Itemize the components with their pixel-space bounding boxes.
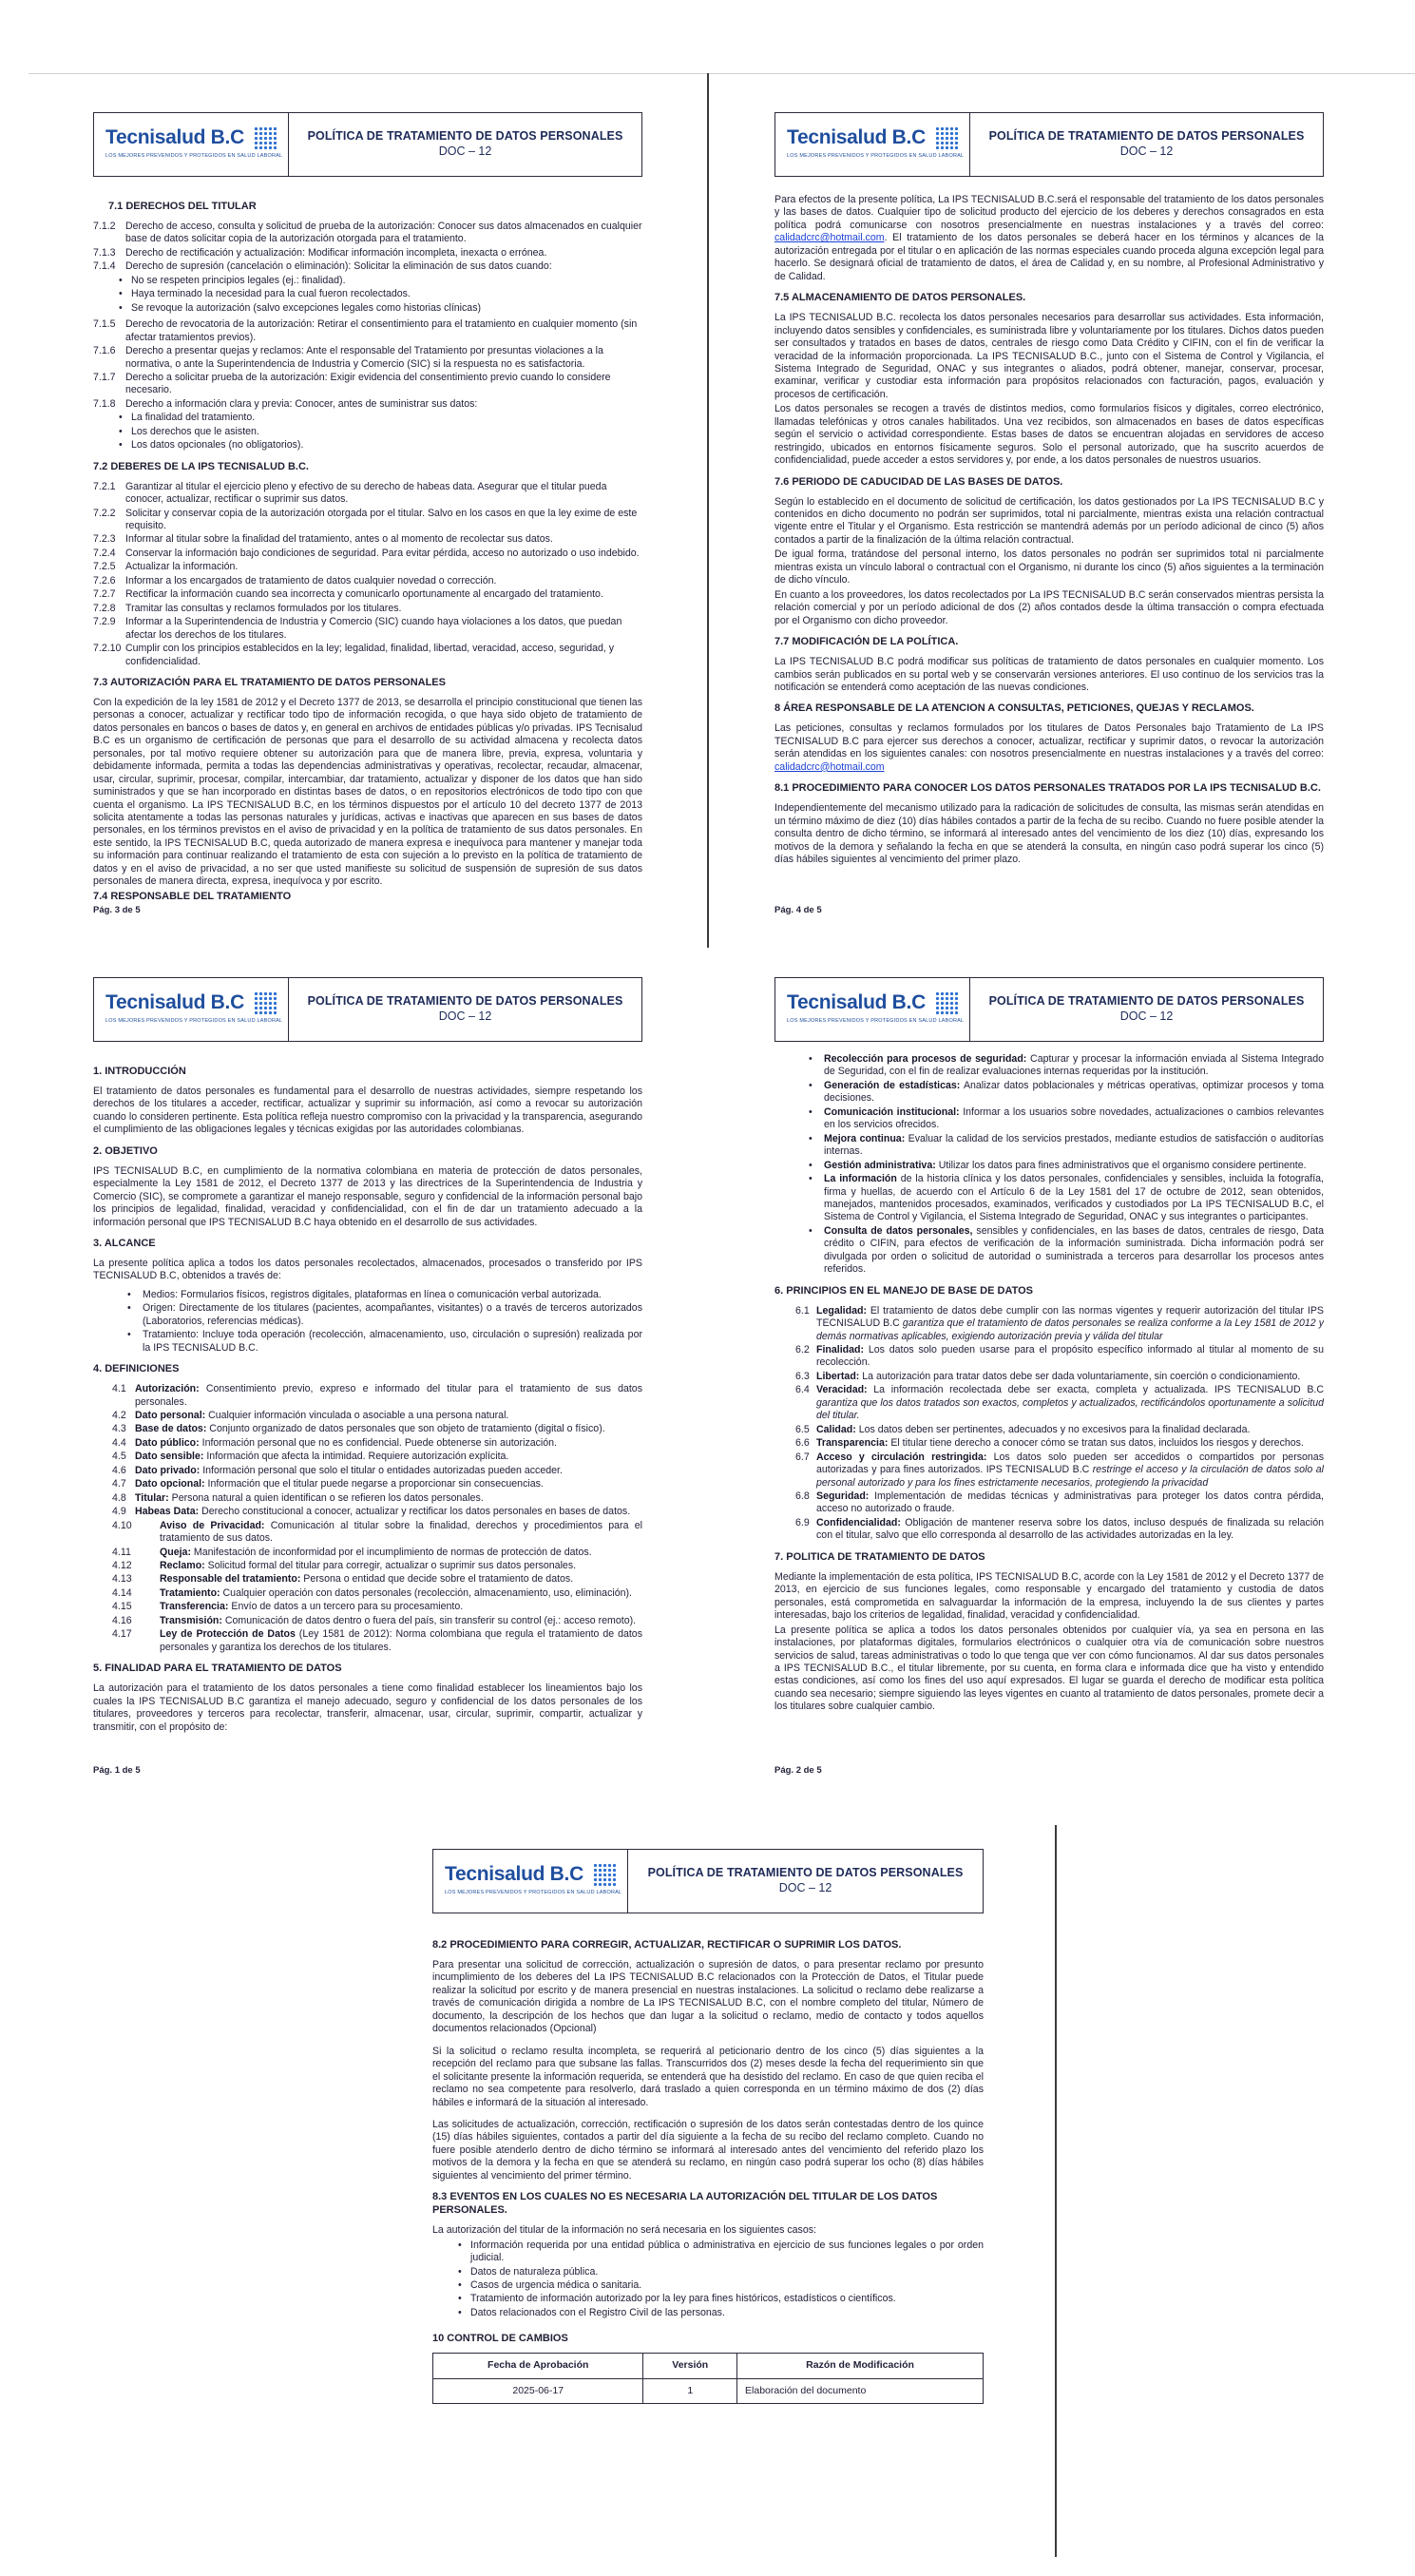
paragraph: La autorización del titular de la información no será necesaria en los siguientes casos: (432, 2224, 816, 2237)
definitions-list: 4.1 Autorización: Consentimiento previo, expreso e informado del titular para el tratamiento de sus datos personales. 4.2 Dato personal: Cualquier información vinculada o asociable a una persona natural. 4.3 Base de datos: Conjunto organizado de datos personales que son objeto de tratamiento (digital o físico). 4.4 Dato público: Información personal que no es confidencial. Puede obtenerse sin autorización. 4.5 Dato sensible: Información que afecta la intimidad. Requiere autorización explícita. 4.6 Dato privado: Información personal que solo el titular o entidades autorizadas pueden acceder. 4.7 Dato opcional: Información que el titular puede negarse a proporcionar sin consecuencias. 4.8 Titular: Persona natural a quien identifican o se refieren los datos personales. 4.9 Habeas Data: Derecho constitucional a conocer, actualizar y rectificar los datos personales en bases de datos. 4.10 Aviso de Privacidad: Comunicación al titular sobre la finalidad, derechos y procedimientos para el tratamiento de sus datos. 4.11 Queja: Manifestación de inconformidad por el incumplimiento de normas de protección de datos. 4.12 Reclamo: Solicitud formal del titular para corregir, actualizar o suprimir sus datos personales. 4.13 Responsable del tratamiento: Persona o entidad que decide sobre el tratamiento de datos. 4.14 Tratamiento: Cualquier operación con datos personales (recolección, almacenamiento, uso, eliminación). 4.15 Transferencia: Envío de datos a un tercero para su procesamiento. 4.16 Transmisión: Comunicación de datos dentro o fuera del país, sin transferir su control (ej.: acceso remoto). 4.17 Ley de Protección de Datos (Ley 1581 de 2012): Norma colombiana que regula el tratamiento de datos personales y garantiza los derechos de los titulares. (112, 1383, 642, 1653)
paragraph: IPS TECNISALUD B.C, en cumplimiento de la normativa colombiana en materia de protección de datos personales, especialmente la Ley 1581 de 2012, el Decreto 1377 de 2013 y las directrices de la Superintendencia de Industria y Comercio (SIC), se compromete a garantizar el manejo responsable, seguro y confidencial de la información personal bajo los principios de legalidad, finalidad, veracidad y confidencialidad, con el fin de dar un tratamiento adecuado a la información personal que IPS TECNISALUD B.C haya obtenido en el desarrollo de sus actividades. (93, 1164, 642, 1228)
page-body (93, 1057, 642, 1740)
section-title: 7.5 ALMACENAMIENTO DE DATOS PERSONALES. (774, 292, 1026, 304)
top-rule (29, 73, 1415, 74)
paragraph: Para efectos de la presente política, La IPS TECNISALUD B.C.será el responsable del tratamiento de los datos personales y las bases de datos. Cualquier tipo de solicitud producto del ejercicio de los deberes y derechos consagrados en esta política podrá comunicarse con nosotros presencialmente en nuestras instalaciones y a través del correo: calidadcrc@hotmail.com. El tratamiento de los datos personales se deberá hacer en los términos y alcances de la autorización entregada por el titular o en aplicación de las normas especiales cuando proceda alguna excepción legal para hacerlo. Se designará oficial de tratamiento de datos, el área de Calidad y, en su nombre, al Profesional Administrativo y de Calidad. (774, 194, 1324, 282)
page-number: Pág. 3 de 5 (93, 905, 141, 915)
section-title: 8.3 EVENTOS EN LOS CUALES NO ES NECESARIA LA AUTORIZACIÓN DEL TITULAR DE LOS DATOS PERSONALES. (432, 2191, 938, 2217)
paragraph: Mediante la implementación de esta política, IPS TECNISALUD B.C, acorde con la Ley 1581 de 2012 y el Decreto 1377 de 2013, en ejercicio de sus funciones legales, como responsable y encargado del tratamiento y custodia de datos personales, está comprometida en salvaguardar la información de la empresa, incluyendo la de sus clientes y partes interesadas, bajo los criterios de legalidad, finalidad, veracidad y confidencialidad. (774, 1570, 1324, 1622)
section-title: 8.2 PROCEDIMIENTO PARA CORREGIR, ACTUALIZAR, RECTIFICAR O SUPRIMIR LOS DATOS. (432, 1939, 902, 1951)
section-title: 2. OBJETIVO (93, 1144, 158, 1157)
logo-dots-icon (254, 126, 277, 151)
section-title: 6. PRINCIPIOS EN EL MANEJO DE BASE DE DATOS (774, 1284, 1033, 1297)
section-title: 8.1 PROCEDIMIENTO PARA CONOCER LOS DATOS PERSONALES TRATADOS POR LA IPS TECNISALUD B.C. (774, 782, 1321, 795)
table-row: 2025-06-17 1 Elaboración del documento (433, 2378, 984, 2403)
company-logo: Tecnisalud B.C LOS MEJORES PREVENIDOS Y PROTEGIDOS EN SALUD LABORAL (94, 978, 289, 1041)
document-title: POLÍTICA DE TRATAMIENTO DE DATOS PERSONALES DOC – 12 (988, 994, 1305, 1023)
paragraph: Si la solicitud o reclamo resulta incompleta, se requerirá al peticionario dentro de los cinco (5) días siguientes a la recepción del reclamo para que subsane las fallas. Transcurridos dos (2) meses desde la fecha del requerimiento sin que el solicitante presente la información requerida, se entenderá que ha desistido del reclamo. En caso de que quien reciba el reclamo no sea competente para resolverlo, dará traslado a quien corresponda en un término máximo de dos (2) días hábiles e informará de la situación al interesado. (432, 2045, 984, 2108)
section-title: 8 ÁREA RESPONSABLE DE LA ATENCION A CONSULTAS, PETICIONES, QUEJAS Y RECLAMOS. (774, 702, 1254, 715)
table-header: Fecha de Aprobación (433, 2354, 643, 2378)
section-title: 5. FINALIDAD PARA EL TRATAMIENTO DE DATOS (93, 1663, 342, 1675)
paragraph: Las solicitudes de actualización, corrección, rectificación o supresión de los datos serán contestadas dentro de los quince (15) días hábiles siguientes, contados a partir del día siguiente a la fecha de su recibo del reclamo completo. Cuando no fuere posible atenderlo dentro de dicho término se informará al interesado antes del vencimiento del referido plazo los motivos de la demora y la fecha en que se atenderá su reclamo, en ningún caso podrá superar los ocho (8) días hábiles siguientes al vencimiento del primer término. (432, 2118, 984, 2182)
email-link[interactable]: calidadcrc@hotmail.com (774, 760, 885, 773)
paragraph: La IPS TECNISALUD B.C. recolecta los datos personales necesarios para desarrollar sus actividades. Esta información, incluyendo datos sensibles y confidenciales, es suministrada libre y voluntariamente por los titulares. Dichos datos pueden ser consultados y tratados en bases de datos, centrales de riesgo como Data Crédito y CIFIN, con el fin de verificar la veracidad de la información proporcionada. La IPS TECNISALUD B.C., junto con el Sistema de Control y Vigilancia, el Sistema Integrado de Seguridad, ONAC y sus integrantes o aliados, podrá obtener, manejar, conservar, procesar, examinar, verificar y custodiar esta información para propósitos relacionados con facturación, pagos, evaluación y procesos de certificación. (774, 312, 1324, 400)
section-title: 10 CONTROL DE CAMBIOS (432, 2333, 568, 2345)
section-title: 7.6 PERIODO DE CADUCIDAD DE LAS BASES DE DATOS. (774, 475, 1063, 488)
paragraph: De igual forma, tratándose del personal interno, los datos personales no podrán ser suprimidos total ni parcialmente mientras exista un vínculo laboral o contractual con el Organismo, ni durante los cinco (5) años siguientes a la terminación de dicho vínculo. (774, 548, 1324, 586)
company-logo: Tecnisalud B.C LOS MEJORES PREVENIDOS Y PROTEGIDOS EN SALUD LABORAL (775, 978, 970, 1041)
table-header: Versión (643, 2354, 737, 2378)
paragraph: Con la expedición de la ley 1581 de 2012 y el Decreto 1377 de 2013, se desarrolla el principio constitucional que tienen las personas a conocer, actualizar y rectificar todo tipo de información recogida, o que haya sido objeto de tratamiento de datos personales en bancos o bases de datos y, en general en archivos de entidades públicas y/o privadas. IPS Tecnisalud B.C es un organismo de certificación de personas que para el desarrollo de su actividad almacena y recolecta datos personales, por tal motivo requiere obtener su autorización para que de manera libre, previa, expresa, voluntaria y debidamente informada, permita a todas las dependencias administrativas y operativas, recolectar, recaudar, almacenar, usar, circular, suprimir, procesar, compilar, intercambiar, dar tratamiento, actualizar y disponer de los datos que han sido suministrados y que se han incorporado en distintas bases de datos, o en repositorios electrónicos de todo tipo con que cuenta el organismo. La IPS TECNISALUD B.C, en los términos dispuestos por el artículo 10 del decreto 1377 de 2013 solicita atentamente a todas las personas naturales y jurídicas, activas e inactivas que aparecen en sus bases de datos personales, en los términos previstos en el aviso de privacidad y en la política de tratamiento de sus datos personales. En este sentido, la IPS TECNISALUD B.C, queda autorizado de manera expresa e inequívoca para mantener y manejar toda su información para continuar realizando el tratamiento de esta con sujeción a lo previsto en la política de tratamiento de datos y en el aviso de privacidad, a no ser que usted manifieste su solicitud de suspensión de supresión de sus datos personales de manera directa, expresa, inequívoca y por escrito. (93, 696, 642, 888)
paragraph: La autorización para el tratamiento de los datos personales a tiene como finalidad establecer los lineamientos bajo los cuales la IPS TECNISALUD B.C garantiza el manejo adecuado, seguro y confidencial de los datos personales de los titulares, proveedores y terceros para recolectar, transferir, almacenar, usar, circular, suprimir, compartir, actualizar y transmitir, con el propósito de: (93, 1682, 642, 1733)
section-title: 7. POLITICA DE TRATAMIENTO DE DATOS (774, 1550, 985, 1563)
paragraph: Los datos personales se recogen a través de distintos medios, como formularios físicos y digitales, correo electrónico, llamadas telefónicas y otros canales habilitados. Una vez recibidos, son almacenados en bases de datos específicas según el servicio o actividad correspondiente. Estas bases de datos se encuentran alojadas en servidores de acceso restringido, ubicados en entornos físicamente seguros. Solo el personal autorizado, que ha suscrito acuerdos de confidencialidad, puede acceder a estos servidores y, por ende, a los datos personales de nuestros usuarios. (774, 403, 1324, 467)
duties-list: 7.2.1 Garantizar al titular el ejercicio pleno y efectivo de su derecho de habeas data. Asegurar que el titular pueda conocer, actualizar, rectificar o suprimir sus datos. 7.2.2 Solicitar y conservar copia de la autorización otorgada por el titular. Salvo en los casos en que la ley exime de este requisito. 7.2.3 Informar al titular sobre la finalidad del tratamiento, antes o al momento de recolectar sus datos. 7.2.4 Conservar la información bajo condiciones de seguridad. Para evitar pérdida, acceso no autorizado o uso indebido. 7.2.5 Actualizar la información. 7.2.6 Informar a los encargados de tratamiento de datos cualquier novedad o corrección. 7.2.7 Rectificar la información cuando sea incorrecta y comunicarlo oportunamente al encargado del tratamiento. 7.2.8 Tramitar las consultas y reclamos formulados por los titulares. 7.2.9 Informar a la Superintendencia de Industria y Comercio (SIC) cuando haya violaciones a los datos, que puedan afectar los derechos de los titulares. 7.2.10 Cumplir con los principios establecidos en la ley; legalidad, finalidad, libertad, veracidad, acceso, seguridad, y confidencialidad. (93, 480, 640, 667)
rights-list: 7.1.2 Derecho de acceso, consulta y solicitud de prueba de la autorización: Conocer sus datos almacenados en cualquier base de datos solicitar copia de la autorización otorgada para el tratamiento. 7.1.3 Derecho de rectificación y actualización: Modificar información incompleta, inexacta o errónea. 7.1.4 Derecho de supresión (cancelación o eliminación): Solicitar la eliminación de sus datos cuando: • No se respeten principios legales (ej.: finalidad). • Haya terminado la necesidad para la cual fueron recolectados. • Se revoque la autorización (salvo excepciones legales como historias clínicas) 7.1.5 Derecho de revocatoria de la autorización: Retirar el consentimiento para el tratamiento en cualquier momento (sin afectar tratamientos previos). 7.1.6 Derecho a presentar quejas y reclamos: Ante el responsable del Tratamiento por presuntas violaciones a la normativa, o ante la Superintendencia de Industria y Comercio (SIC) si la respuesta no es satisfactoria. 7.1.7 Derecho a solicitar prueba de la autorización: Exigir evidencia del consentimiento previo cuando lo considere necesario. 7.1.8 Derecho a información clara y previa: Conocer, antes de suministrar sus datos: • La finalidad del tratamiento. • Los derechos que le asisten. • Los datos opcionales (no obligatorios). (93, 221, 642, 452)
logo-dots-icon (593, 1863, 616, 1888)
page-body (432, 1931, 984, 2404)
principles-list: 6.1 Legalidad: El tratamiento de datos debe cumplir con las normas vigentes y requerir autorización del titular IPS TECNISALUD B.C garantiza que el tratamiento de datos personales se realiza conforme a la Ley 1581 de 2012 y demás normativas aplicables, exigiendo autorización previa y válida del titular 6.2 Finalidad: Los datos solo pueden usarse para el propósito específico informado al titular al momento de su recolección. 6.3 Libertad: La autorización para tratar datos debe ser dada voluntariamente, sin coerción o condicionamiento. 6.4 Veracidad: La información recolectada debe ser exacta, completa y actualizada. IPS TECNISALUD B.C garantiza que los datos tratados son exactos, completos y actualizados, rectificándolos oportunamente a solicitud del titular. 6.5 Calidad: Los datos deben ser pertinentes, adecuados y no excesivos para la finalidad declarada. 6.6 Transparencia: El titular tiene derecho a conocer cómo se tratan sus datos, incluidos los riesgos y derechos. 6.7 Acceso y circulación restringida: Los datos solo pueden ser accedidos o compartidos por personas autorizadas y para fines autorizados. IPS TECNISALUD B.C restringe el acceso y la circulación de datos solo al personal autorizado y para los fines estrictamente necesarios, protegiendo la privacidad 6.8 Seguridad: Implementación de medidas técnicas y administrativas para proteger los datos contra pérdida, acceso no autorizado o fraude. 6.9 Confidencialidad: Obligación de mantener reserva sobre los datos, incluso después de finalizada su relación con el titular, salvo que ello corresponda al desarrollo de las actividades autorizadas en la ley. (795, 1304, 1324, 1542)
page-number: Pág. 4 de 5 (774, 905, 822, 915)
page-1 (93, 977, 642, 1776)
section-title: 7.3 AUTORIZACIÓN PARA EL TRATAMIENTO DE DATOS PERSONALES (93, 676, 446, 688)
bullet-list: • No se respeten principios legales (ej.: finalidad). • Haya terminado la necesidad para la cual fueron recolectados. • Se revoque la autorización (salvo excepciones legales como historias clínicas) (93, 275, 642, 315)
paragraph: La presente política se aplica a todos los datos personales obtenidos por cualquier vía, ya sea en persona en las instalaciones, por plataformas digitales, formularios electrónicos o cualquier otra vía de comunicación sobre nuestros servicios de salud, tareas administrativas o todo lo que tenga que ver con cómo funcionamos. Al dar sus datos personales a IPS TECNISALUD B.C., el titular libremente, por su cuenta, en forma clara e informada dice que ha visto y entendido estas condiciones, así como los fines del uso aquí expresados. El lugar se guarda el derecho de modificar esta política cuando sea necesario; siempre siguiendo las leyes vigentes en cuanto al tratamiento de datos personales, promete decir a los titulares sobre cualquier cambio. (774, 1624, 1324, 1713)
page-number: Pág. 1 de 5 (93, 1765, 141, 1776)
document-header (432, 1849, 984, 1913)
page-3 (93, 112, 642, 915)
logo-dots-icon (935, 126, 958, 151)
purpose-list: • Recolección para procesos de seguridad: Capturar y procesar la información enviada al Sistema Integrado de Seguridad, con el fin de realizar evaluaciones internas requeridas por la institución. • Generación de estadísticas: Analizar datos poblacionales y métricas operativas, optimizar procesos y toma decisiones. • Comunicación institucional: Informar a los usuarios sobre novedades, actualizaciones o cambios relevantes en los servicios ofrecidos. • Mejora continua: Evaluar la calidad de los servicios prestados, mediante estudios de satisfacción o auditorías internas. • Gestión administrativa: Utilizar los datos para fines administrativos que el organismo considere pertinente. • La información de la historia clínica y los datos personales, confidenciales y sensibles, incluida la fotografía, firma y huellas, de acuerdo con el Artículo 6 de la Ley 1581 del 17 de octubre de 2012, sean obtenidos, manejados, mantenidos procesados, examinados, verificados y custodiados por La IPS TECNISALUD B.C, el Sistema de Control y Vigilancia, el Sistema Integrado de Seguridad, ONAC y sus integrantes o participantes. • Consulta de datos personales, sensibles y confidenciales, en las bases de datos, centrales de riesgo, Data crédito o CIFIN, para efectos de verificación de la información suministrada. Dicha información podrá ser divulgada por orden o solicitud de autoridad o suministrada a terceros para desarrollar los procesos antes referidos. (774, 1053, 1324, 1277)
page-4 (774, 112, 1324, 915)
document-header (774, 112, 1324, 177)
page-number: Pág. 2 de 5 (774, 1765, 822, 1776)
paragraph: La IPS TECNISALUD B.C podrá modificar sus políticas de tratamiento de datos personales en cualquier momento. Los cambios serán publicados en su portal web y se conservarán versiones anteriores. El uso continuo de los servicios tras la notificación se entenderá como aceptación de las nuevas condiciones. (774, 656, 1324, 693)
bullet-list: • La finalidad del tratamiento. • Los derechos que le asisten. • Los datos opcionales (no obligatorios). (93, 412, 642, 452)
paragraph: En cuanto a los proveedores, los datos recolectados por La IPS TECNISALUD B.C serán conservados mientras persista la relación comercial y por un período adicional de dos (2) años contados desde la última transacción o compra efectuada por el Organismo con dicho proveedor. (774, 588, 1324, 626)
document-header (774, 977, 1324, 1042)
section-title: 7.4 RESPONSABLE DEL TRATAMIENTO (93, 890, 292, 902)
section-title: 1. INTRODUCCIÓN (93, 1066, 186, 1077)
company-logo: Tecnisalud B.C LOS MEJORES PREVENIDOS Y PROTEGIDOS EN SALUD LABORAL (94, 113, 289, 176)
bullet-list: • Información requerida por una entidad pública o administrativa en ejercicio de sus funciones legales o por orden judicial. • Datos de naturaleza pública. • Casos de urgencia médica o sanitaria. • Tratamiento de información autorizado por la ley para fines históricos, estadísticos o científicos. • Datos relacionados con el Registro Civil de las personas. (432, 2240, 984, 2320)
bullet-list: • Medios: Formularios físicos, registros digitales, plataformas en línea o comunicación verbal autorizada. • Origen: Directamente de los titulares (pacientes, acompañantes, visitantes) o a través de terceros autorizados (Laboratorios, referencias médicas). • Tratamiento: Incluye toda operación (recolección, almacenamiento, uso, circulación o supresión) realizada por la IPS TECNISALUD B.C. (93, 1289, 642, 1355)
page-2 (774, 977, 1324, 1776)
document-title: POLÍTICA DE TRATAMIENTO DE DATOS PERSONALES DOC – 12 (647, 1866, 964, 1894)
section-title: 3. ALCANCE (93, 1238, 156, 1250)
paragraph: Independientemente del mecanismo utilizado para la radicación de solicitudes de consulta, las mismas serán atendidas en un término máximo de diez (10) días hábiles contados a partir de la fecha de su recibo. Cuando no fuere posible atender la consulta dentro de dicho término, se informará al interesado antes del vencimiento de los diez (10) días, expresando los motivos de la demora y señalando la fecha en que se atenderá la consulta, en ningún caso podrá superar los cinco (5) días hábiles siguientes al vencimiento del primer plazo. (774, 802, 1324, 865)
paragraph: Para presentar una solicitud de corrección, actualización o supresión de datos, o para presentar reclamo por presunto incumplimiento de los deberes del La IPS TECNISALUD B.C relacionados con la Protección de Datos, el Titular puede realizar la solicitud por escrito y de manera presencial en nuestras instalaciones. La solicitud o reclamo debe realizarse a través de comunicación dirigida a nombre de La IPS TECNISALUD B.C, con el nombre completo del titular, Número de documento, la descripción de los hechos que dan lugar a la solicitud o reclamo, medio de contacto y todos aquellos documentos relacionados (Opcional) (432, 1958, 984, 2035)
document-header (93, 112, 642, 177)
page-5 (432, 1849, 984, 2533)
paragraph: La presente política aplica a todos los datos personales recolectados, almacenados, procesados o transferido por IPS TECNISALUD B.C, obtenidos a través de: (93, 1257, 642, 1282)
section-title: 7.1 DERECHOS DEL TITULAR (108, 201, 257, 212)
page-divider-top (707, 73, 709, 948)
company-logo: Tecnisalud B.C LOS MEJORES PREVENIDOS Y PROTEGIDOS EN SALUD LABORAL (433, 1850, 628, 1913)
section-title: 7.2 DEBERES DE LA IPS TECNISALUD B.C. (93, 460, 309, 472)
logo-dots-icon (935, 991, 958, 1016)
section-title: 4. DEFINICIONES (93, 1363, 180, 1375)
section-title: 7.7 MODIFICACIÓN DE LA POLÍTICA. (774, 636, 959, 648)
paragraph: Las peticiones, consultas y reclamos formulados por los titulares de Datos Personales bajo Tratamiento de La IPS TECNISALUD B.C para ejercer sus derechos a conocer, actualizar, rectificar y suprimir datos, o revocar la autorización serán atendidas en los siguientes canales: con nosotros presencialmente en nuestras instalaciones y a través del correo: calidadcrc@hotmail.com (774, 722, 1324, 773)
document-title: POLÍTICA DE TRATAMIENTO DE DATOS PERSONALES DOC – 12 (988, 129, 1305, 158)
paragraph: El tratamiento de datos personales es fundamental para el desarrollo de nuestras actividades, siempre respetando los derechos de los titulares a acceder, rectificar, actualizar y suprimir su información, así como a revocar su autorización cuando lo consideren pertinente. Esta política refleja nuestro compromiso con la privacidad y la transparencia, asegurando el cumplimiento de las obligaciones legales y técnicas exigidas por las autoridades colombianas. (93, 1085, 642, 1136)
email-link[interactable]: calidadcrc@hotmail.com (774, 232, 885, 244)
document-title: POLÍTICA DE TRATAMIENTO DE DATOS PERSONALES DOC – 12 (307, 129, 623, 158)
page-body (93, 192, 642, 911)
page-body (774, 1053, 1324, 1720)
page-divider-bottom (1055, 1825, 1057, 2557)
page-body (774, 194, 1324, 872)
table-header: Razón de Modificación (737, 2354, 984, 2378)
document-title: POLÍTICA DE TRATAMIENTO DE DATOS PERSONALES DOC – 12 (307, 994, 623, 1023)
logo-dots-icon (254, 991, 277, 1016)
change-control-table (432, 2353, 984, 2404)
company-logo: Tecnisalud B.C LOS MEJORES PREVENIDOS Y PROTEGIDOS EN SALUD LABORAL (775, 113, 970, 176)
paragraph: Según lo establecido en el documento de solicitud de certificación, los datos gestionados por La IPS TECNISALUD B.C y contenidos en dicho documento no podrán ser suprimidos, total ni parcialmente, mientras exista una relación contractual vigente entre el Titular y el Organismo. Esta restricción se mantendrá además por un período adicional de cinco (5) años contados a partir de la finalización de la última relación contractual. (774, 495, 1324, 546)
document-header (93, 977, 642, 1042)
